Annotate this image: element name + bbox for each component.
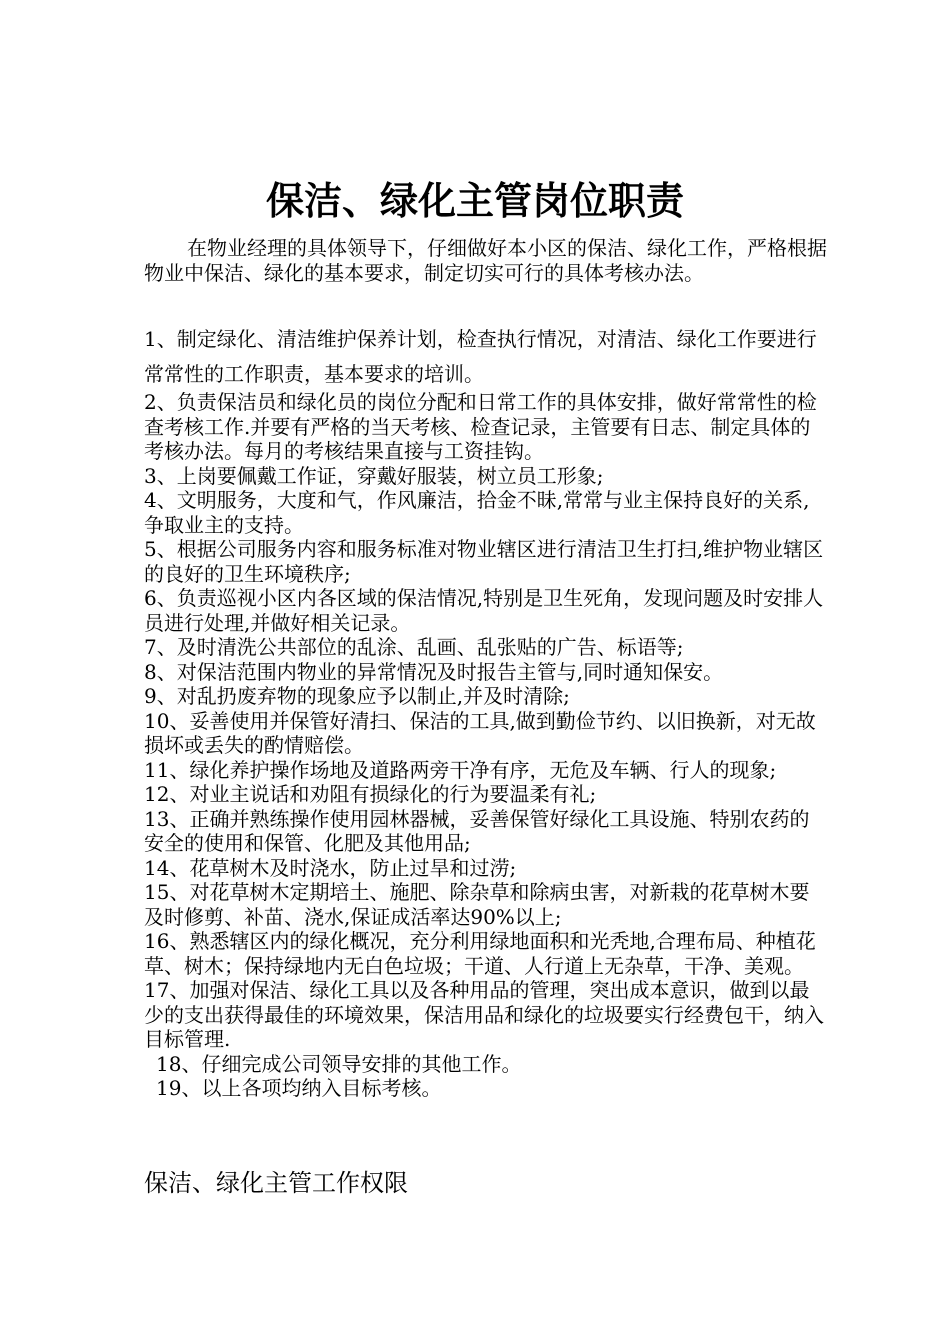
intro-paragraph: 在物业经理的具体领导下，仔细做好本小区的保洁、绿化工作，严格根据物业中保洁、绿化的基本要求，制定切实可行的具体考核办法。 [144, 236, 827, 285]
duty-item-14: 14、花草树木及时浇水，防止过旱和过涝; [144, 855, 517, 880]
duty-item-10: 10、妥善使用并保管好清扫、保洁的工具,做到勤俭节约、以旧换新，对无故损坏或丢失的酌情赔偿。 [144, 708, 816, 757]
page-title: 保洁、绿化主管岗位职责 [265, 178, 684, 223]
duty-item-18: 18、仔细完成公司领导安排的其他工作。 [156, 1051, 522, 1076]
duty-item-16: 16、熟悉辖区内的绿化概况，充分利用绿地面积和光秃地,合理布局、种植花草、树木；保持绿地内无白色垃圾；干道、人行道上无杂草，干净、美观。 [144, 929, 816, 978]
duty-item-4: 4、文明服务，大度和气，作风廉洁，拾金不昧,常常与业主保持良好的关系,争取业主的支持。 [144, 488, 810, 537]
duty-item-9: 9、对乱扔废弃物的现象应予以制止,并及时清除; [144, 684, 570, 708]
duty-item-15: 15、对花草树木定期培土、施肥、除杂草和除病虫害，对新栽的花草树木要及时修剪、补苗、浇水,保证成活率达90%以上; [144, 880, 810, 929]
duty-item-17: 17、加强对保洁、绿化工具以及各种用品的管理，突出成本意识，做到以最少的支出获得最佳的环境效果，保洁用品和绿化的垃圾要实行经费包干，纳入目标管理. [144, 978, 824, 1051]
duty-item-8: 8、对保洁范围内物业的异常情况及时报告主管与,同时通知保安。 [144, 659, 724, 684]
section-heading: 保洁、绿化主管工作权限 [144, 1169, 408, 1197]
duty-item-5: 5、根据公司服务内容和服务标准对物业辖区进行清洁卫生打扫,维护物业辖区的良好的卫生环境秩序; [144, 537, 824, 586]
duty-item-6: 6、负责巡视小区内各区域的保洁情况,特别是卫生死角，发现问题及时安排人员进行处理,并做好相关记录。 [144, 586, 824, 635]
duty-item-1: 1、制定绿化、清洁维护保养计划，检查执行情况，对清洁、绿化工作要进行常常性的工作职责，基本要求的培训。 [144, 327, 817, 386]
duty-item-7: 7、及时清洗公共部位的乱涂、乱画、乱张贴的广告、标语等; [144, 635, 684, 659]
duty-item-3: 3、上岗要佩戴工作证，穿戴好服装，树立员工形象; [144, 463, 604, 488]
duty-item-19: 19、以上各项均纳入目标考核。 [156, 1076, 442, 1100]
duty-item-11: 11、绿化养护操作场地及道路两旁干净有序，无危及车辆、行人的现象; [144, 757, 777, 782]
duty-item-12: 12、对业主说话和劝阻有损绿化的行为要温柔有礼; [144, 782, 597, 806]
duty-list [144, 390, 824, 1101]
duty-item-13: 13、正确并熟练操作使用园林器械，妥善保管好绿化工具设施、特别农药的安全的使用和保管、化肥及其他用品; [144, 806, 810, 855]
duty-item-2: 2、负责保洁员和绿化员的岗位分配和日常工作的具体安排，做好常常性的检查考核工作.并要有严格的当天考核、检查记录，主管要有日志、制定具体的考核办法。每月的考核结果直接与工资挂钩。 [144, 390, 817, 463]
